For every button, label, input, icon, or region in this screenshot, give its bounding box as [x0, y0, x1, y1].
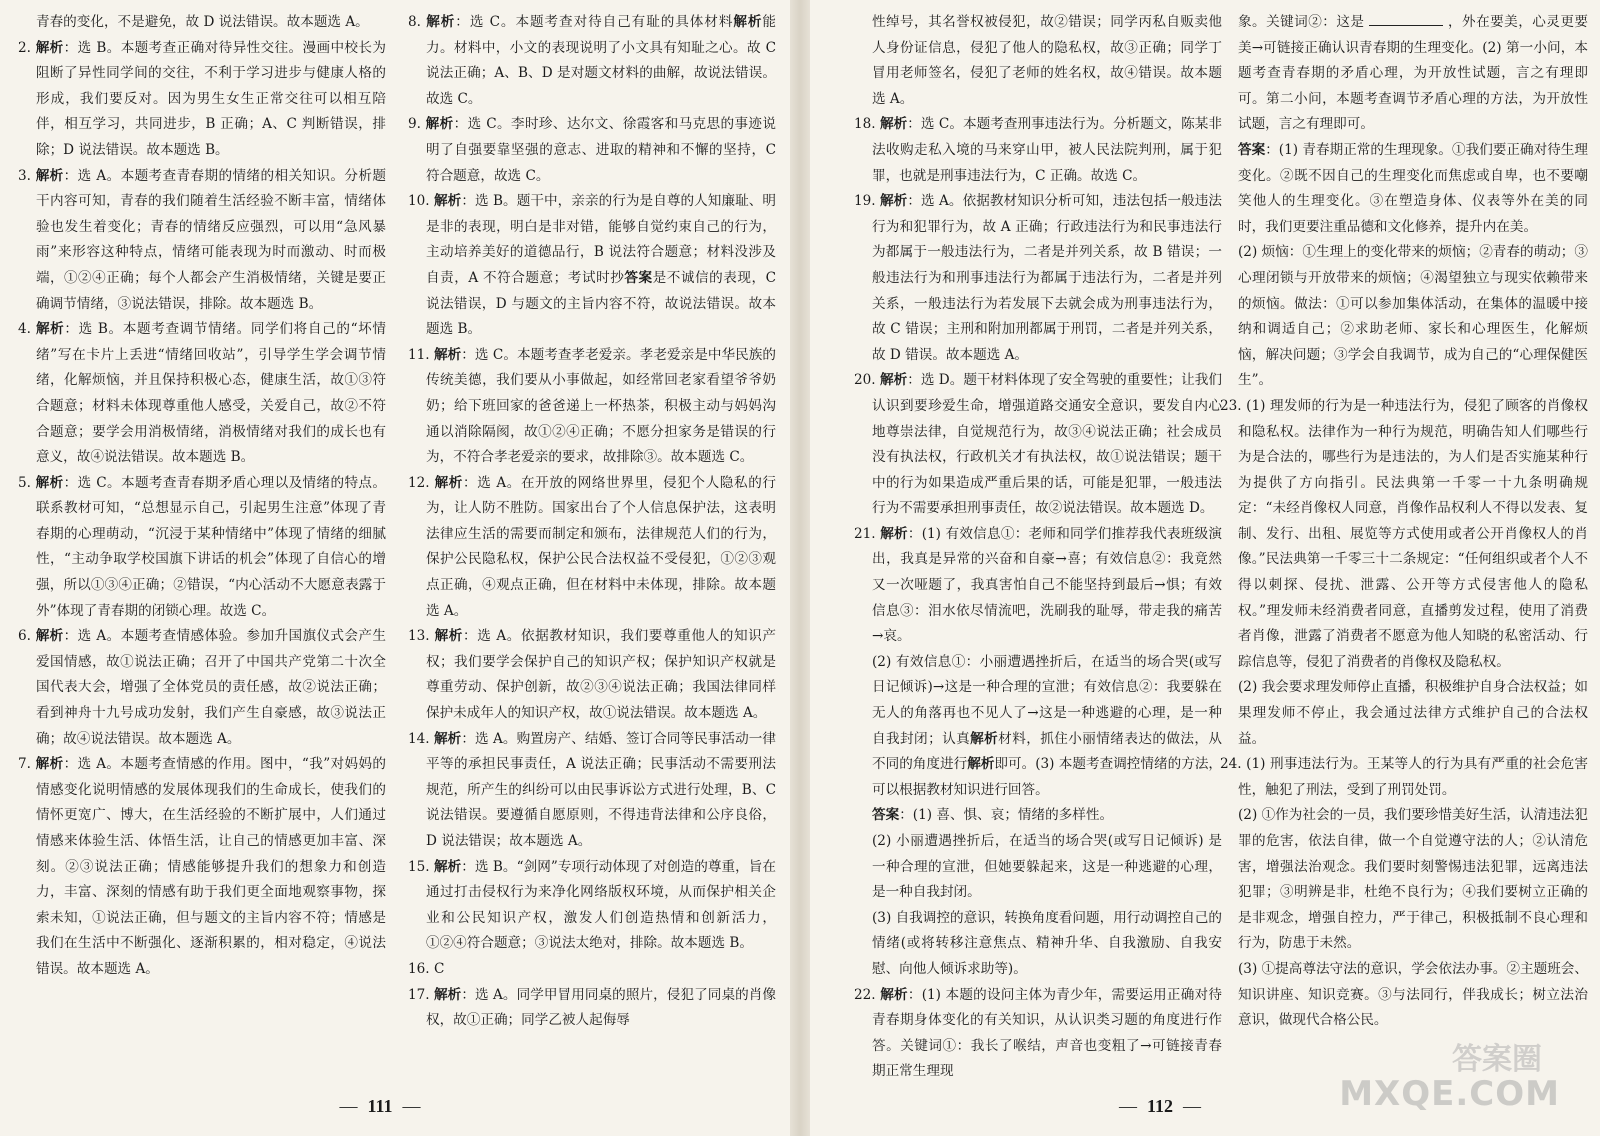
answer-item: 14. 解析：选 A。购置房产、结婚、签订合同等民事活动一律平等的承担民事责任，A 说法正确；民事活动不需要刑法规范，所产生的纠纷可以由民事诉讼方式进行处理，B、C 说法错误。要遵循自愿原则，不得违背法律和公序良俗，D 说法错误；故本题选 A。 — [408, 730, 777, 849]
answer-item: 16. C — [408, 960, 445, 977]
page-number-left: — 111 — — [339, 1096, 421, 1116]
answer-item: 11. 解析：选 C。本题考查孝老爱亲。孝老爱亲是中华民族的传统美德，我们要从小事做起，如经常回老家看望爷爷奶奶；给下班回家的爸爸递上一杯热茶，积极主动与妈妈沟通以消除隔阂，故①②④正确；不愿分担家务是错误的行为，不符合孝老爱亲的要求，故排除③。故本题选 C。 — [408, 346, 776, 466]
watermark-logo-cn: 答案圈 — [1452, 1042, 1542, 1077]
answer-item: 19. 解析：选 A。依据教材知识分析可知，违法包括一般违法行为和犯罪行为，故 A 正确；行政违法行为和民事违法行为都属于一般违法行为，二者是并列关系，故 B 错误；一般违法行为和刑事违法行为都属于违法行为，二者是并列关系，一般违法行为若发展下去就会成为刑事违法行为，故 C 错误；主刑和附加刑都属于刑罚，二者是并列关系，故 D 错误。故本题选 A。 — [854, 193, 1223, 363]
answer-text: (2) 有效信息①：小丽遭遇挫折后，在适当的场合哭(或写日记倾诉)→这是一种合理的宣泄；有效信息②：我要躲在无人的角落再也不见人了→这是一种逃避的心理，是一种自我封闭；认真解析材料，抓住小丽情绪表达的做法，从不同的角度进行解析即可。(3) 本题考查调控情绪的方法，可以根据教材知识进行回答。 — [872, 653, 1223, 798]
right-page — [810, 0, 1600, 1136]
answer-item: 18. 解析：选 C。本题考查刑事违法行为。分析题文，陈某非法收购走私入境的马来穿山甲，被人民法院判刑，属于犯罪，也就是刑事违法行为，C 正确。故选 C。 — [854, 116, 1222, 184]
answer-text: 答案：(1) 青春期正常的生理现象。①我们要正确对待生理变化。②既不因自己的生理变化而焦虑或自卑，也不要嘲笑他人的生理变化。③在塑造身体、仪表等外在美的同时，我们更要注重品德和文化修养，提升内在美。 — [1238, 141, 1588, 235]
answer-text: 性绰号，其名誉权被侵犯，故②错误；同学丙私自贩卖他人身份证信息，侵犯了他人的隐私权，故③正确；同学丁冒用老师签名，侵犯了老师的姓名权，故④错误。故本题选 A。 — [872, 14, 1222, 107]
watermark-logo: MXQE.COM — [1339, 1074, 1560, 1114]
answer-item: 4. 解析：选 B。本题考查调节情绪。同学们将自己的“坏情绪”写在卡片上丢进“情绪回收站”，引导学生学会调节情绪，化解烦恼，并且保持积极心态，健康生活，故①③符合题意；材料未体现尊重他人感受，关爱自己，故②不符合题意；要学会用消极情绪，消极情绪对我们的成长也有意义，故④说法错误。故本题选 B。 — [18, 321, 386, 466]
answer-item: 2. 解析：选 B。本题考查正确对待异性交往。漫画中校长为阻断了异性同学间的交往，不利于学习进步与健康人格的形成，我们要反对。因为男生女生正常交往可以相互陪伴，相互学习，共同进步，B 正确；A、C 判断错误，排除；D 说法错误。故本题选 B。 — [18, 39, 386, 158]
answer-text: (3) 自我调控的意识，转换角度看问题，用行动调控自己的情绪(或将转移注意焦点、精神升华、自我激励、自我安慰、向他人倾诉求助等)。 — [872, 909, 1222, 977]
right-column-2 — [1220, 10, 1588, 1034]
answer-item: 7. 解析：选 A。本题考查情感的作用。图中，“我”对妈妈的情感变化说明情感的发展体现我们的生命成长，使我们的情怀更宽广、博大，在生活经验的不断扩展中，人们通过情感来体验生活、体悟生活，让自己的情感更加丰富、深刻。②③说法正确；情感能够提升我们的想象力和创造力，丰富、深刻的情感有助于我们更全面地观察事物，探索未知，①说法正确，但与题文的主旨内容不符；情感是我们在生活中不断强化、逐渐积累的，相对稳定，④说法错误。故本题选 A。 — [18, 756, 387, 977]
right-column-1 — [854, 10, 1222, 1085]
answer-item: 3. 解析：选 A。本题考查青春期的情绪的相关知识。分析题干内容可知，青春的我们随着生活经验不断丰富，情绪体验也发生着变化；青春的情绪反应强烈，可以用“急风暴雨”来形容这种特点，情绪可能表现为时而激动、时而极端，①②④正确；每个人都会产生消极情绪，关键是要正确调节情绪，③说法错误，排除。故本题选 B。 — [18, 167, 386, 312]
answer-item: 24. (1) 刑事违法行为。王某等人的行为具有严重的社会危害性，触犯了刑法，受到了刑罚处罚。 — [1220, 756, 1588, 798]
left-column-1 — [18, 10, 386, 983]
answer-text: (2) 烦恼：①生理上的变化带来的烦恼；②青春的萌动；③心理闭锁与开放带来的烦恼；④渴望独立与现实依赖带来的烦恼。做法：①可以参加集体活动，在集体的温暖中接纳和调适自己；②求助老师、家长和心理医生，化解烦恼，解决问题；③学会自我调节，成为自己的“心理保健医生”。 — [1238, 244, 1588, 389]
answer-item: 15. 解析：选 B。“剑网”专项行动体现了对创造的尊重，旨在通过打击侵权行为来净化网络版权环境，从而保护相关企业和公民知识产权，激发人们创造热情和创新活力，①②④符合题意；③说法太绝对，排除。故本题选 B。 — [408, 858, 776, 952]
answer-text: (2) 小丽遭遇挫折后，在适当的场合哭(或写日记倾诉) 是一种合理的宣泄，但她要躲起来，这是一种逃避的心理，是一种自我封闭。 — [872, 833, 1222, 901]
page-number-right: — 112 — — [1118, 1096, 1201, 1116]
answer-item: 8. 解析：选 C。本题考查对待自己有耻的具体材料解析能力。材料中，小文的表现说明了小文具有知耻之心。故 C 说法正确；A、B、D 是对题文材料的曲解，故说法错误。故选 C。 — [408, 14, 777, 107]
book-gutter — [790, 0, 810, 1136]
answer-text: (3) ①提高尊法守法的意识，学会依法办事。②主题班会、知识讲座、知识竞赛。③与法同行，伴我成长；树立法治意识，做现代合格公民。 — [1238, 960, 1588, 1029]
answer-item: 20. 解析：选 D。题干材料体现了安全驾驶的重要性；让我们认识到要珍爱生命，增强道路交通安全意识，要发自内心地尊崇法律，自觉规范行为，故③④说法正确；社会成员没有执法权，行政机关才有执法权，故①说法错误；题干中的行为如果造成严重后果的话，可能是犯罪，一般违法行为不需要承担刑事责任，故②说法错误。故本题选 D。 — [854, 372, 1222, 517]
answer-item: 21. 解析：(1) 有效信息①：老师和同学们推荐我代表班级演出，我真是异常的兴奋和自豪→喜；有效信息②：我竟然又一次哑题了，我真害怕自己不能坚持到最后→惧；有效信息③：泪水依尽情流吧，洗刷我的耻辱，带走我的痛苦→哀。 — [854, 525, 1222, 645]
answer-item: 17. 解析：选 A。同学甲冒用同桌的照片，侵犯了同桌的肖像权，故①正确；同学乙被人起侮辱 — [408, 986, 777, 1029]
answer-item: 13. 解析：选 A。依据教材知识，我们要尊重他人的知识产权；我们要学会保护自己的知识产权；保护知识产权就是尊重劳动、保护创新，故②③④说法正确；我国法律同样保护未成年人的知识产权，故①说法错误。故本题选 A。 — [408, 628, 777, 722]
left-page — [0, 0, 790, 1136]
answer-item: 12. 解析：选 A。在开放的网络世界里，侵犯个人隐私的行为，让人防不胜防。国家出台了个人信息保护法，这表明法律应生活的需要而制定和颁布，法律规范人们的行为，保护公民隐私权，保护公民合法权益不受侵犯，①②③观点正确，④观点正确，但在材料中未体现，排除。故本题选 A。 — [408, 474, 777, 619]
answer-item: 23. (1) 理发师的行为是一种违法行为，侵犯了顾客的肖像权和隐私权。法律作为一种行为规范，明确告知人们哪些行为是合法的，哪些行为是违法的，为人们是否实施某种行为提供了方向指引。民法典第一千零一十九条明确规定：“未经肖像权人同意，肖像作品权利人不得以发表、复制、发行、出租、展览等方式使用或者公开肖像权人的肖像。”民法典第一千零三十二条规定：“任何组织或者个人不得以刺探、侵扰、泄露、公开等方式侵害他人的隐私权。”理发师未经消费者同意，直播剪发过程，使用了消费者肖像，泄露了消费者不愿意为他人知晓的私密活动、行踪信息等，侵犯了消费者的肖像权及隐私权。 — [1220, 397, 1588, 670]
answer-text: 答案：(1) 喜、惧、哀；情绪的多样性。 — [872, 807, 1114, 824]
answer-item: 9. 解析：选 C。李时珍、达尔文、徐霞客和马克思的事迹说明了自强要靠坚强的意志、进取的精神和不懈的坚持，C 符合题意，故选 C。 — [408, 116, 776, 184]
answer-item: 10. 解析：选 B。题干中，亲亲的行为是自尊的人知廉耻、明是非的表现，明白是非对错，能够自觉约束自己的行为，主动培养美好的道德品行，B 说法符合题意；材料没涉及自责，A 不符合题意；考试时抄答案是不诚信的表现，C 说法错误，D 与题文的主旨内容不符，故说法错误。故本题选 B。 — [408, 193, 777, 338]
answer-text: (2) 我会要求理发师停止直播，积极维护自身合法权益；如果理发师不停止，我会通过法律方式维护自己的合法权益。 — [1238, 679, 1588, 747]
answer-item: 5. 解析：选 C。本题考查青春期矛盾心理以及情绪的特点。联系教材可知，“总想显示自己，引起男生注意”体现了青春期的心理萌动，“沉浸于某种情绪中”体现了情绪的细腻性，“主动争取学校国旗下讲话的机会”体现了自信心的增强，所以①③④正确；②错误，“内心活动不大愿意表露于外”体现了青春期的闭锁心理。故选 C。 — [18, 474, 386, 619]
answer-item: 22. 解析：(1) 本题的设问主体为青少年，需要运用正确对待青春期身体变化的有关知识，从认识类习题的角度进行作答。关键词①：我长了喉结，声音也变粗了→可链接青春期正常生理现 — [854, 986, 1222, 1080]
answer-item: 6. 解析：选 A。本题考查情感体验。参加升国旗仪式会产生爱国情感，故①说法正确；召开了中国共产党第二十次全国代表大会，增强了全体党员的责任感，故②说法正确；看到神舟十九号成功发射，我们产生自豪感，故③说法正确；故④说法错误。故本题选 A。 — [18, 628, 386, 747]
answer-text: 象。关键词②：这是 ，外在要美，心灵更要美→可链接正确认识青春期的生理变化。(2) 第一小问，本题考查青春期的矛盾心理，为开放性试题，言之有理即可。第二小问，本题考查调节矛盾心理的方法，为开放性试题，言之有理即可。 — [1220, 10, 1588, 138]
answer-text: 青春的变化，不是避免，故 D 说法错误。故本题选 A。 — [36, 14, 369, 30]
left-column-2 — [408, 10, 776, 1034]
answer-text: (2) ①作为社会的一员，我们要珍惜美好生活，认清违法犯罪的危害，依法自律，做一个自觉遵守法的人；②认清危害，增强法治观念。我们要时刻警惕违法犯罪，远离违法犯罪；③明辨是非，杜绝不良行为；④我们要树立正确的是非观念，增强自控力，严于律己，积极抵制不良心理和行为，防患于未然。 — [1238, 807, 1588, 952]
